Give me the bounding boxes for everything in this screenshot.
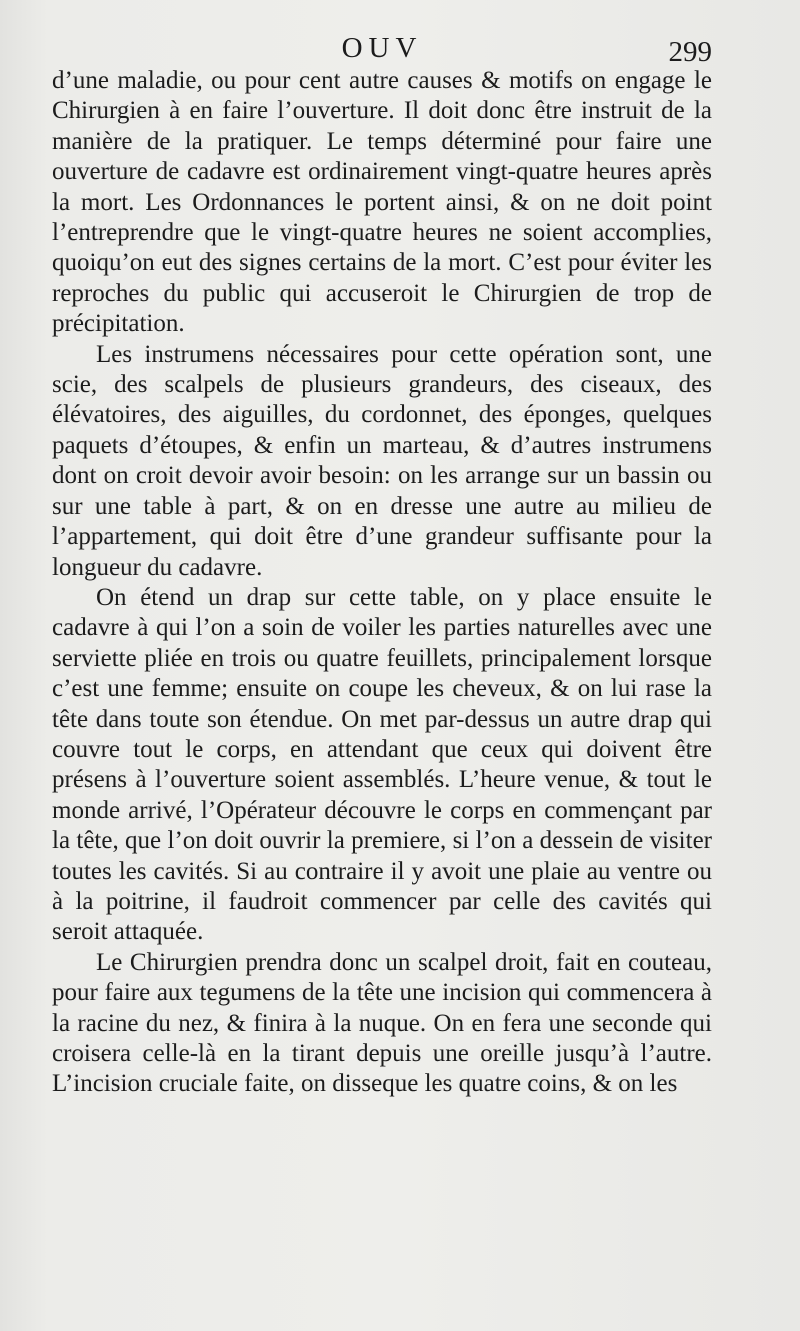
paragraph-continued: d’une maladie, ou pour cent autre causes & motifs on engage le Chirurgien à en faire l’ouverture. Il doit donc être instruit de la manière de la pratiquer. Le temps déterminé pour faire une ouverture de cadavre est ordinairement vingt-quatre heures après la mort. Les Ordonnances le portent ainsi, & on ne doit point l’entreprendre que le vingt-quatre heures ne soient accomplies, quoiqu’on eut des signes certains de la mort. C’est pour éviter les reproches du public qui accuseroit le Chirurgien de trop de précipitation. <box>52 67 712 338</box>
page-number: 299 <box>668 36 712 68</box>
paragraph-preparation: On étend un drap sur cette table, on y place ensuite le cadavre à qui l’on a soin de voiler les parties naturelles avec une serviette pliée en trois ou quatre feuillets, principalement lorsque c’est une femme; ensuite on coupe les cheveux, & on lui rase la tête dans toute son étendue. On met par-dessus un autre drap qui couvre tout le corps, en attendant que ceux qui doivent être présens à l’ouverture soient assemblés. L’heure venue, & tout le monde arrivé, l’Opérateur découvre le corps en commençant par la tête, que l’on doit ouvrir la premiere, si l’on a dessein de visiter toutes les cavités. Si au contraire il y avoit une plaie au ventre ou à la poitrine, il faudroit commencer par celle des cavités qui seroit attaquée. <box>52 583 712 946</box>
running-head-title: OUV <box>341 32 423 64</box>
body-text <box>52 66 712 1100</box>
paragraph-instruments: Les instrumens nécessaires pour cette opération sont, une scie, des scalpels de plusieurs grandeurs, des ciseaux, des élévatoires, des aiguilles, du cordonnet, des éponges, quelques paquets d’étoupes, & enfin un marteau, & d’autres instrumens dont on croit devoir avoir besoin: on les arrange sur un bassin ou sur une table à part, & on en dresse une autre au milieu de l’appartement, qui doit être d’une grandeur suffisante pour la longueur du cadavre. <box>52 340 712 581</box>
running-head <box>52 30 712 70</box>
paragraph-incision: Le Chirurgien prendra donc un scalpel droit, fait en couteau, pour faire aux tegumens de la tête une incision qui commencera à la racine du nez, & finira à la nuque. On en fera une seconde qui croisera celle-là en la tirant depuis une oreille jusqu’à l’autre. L’incision cruciale faite, on disseque les quatre coins, & on les <box>52 948 712 1098</box>
